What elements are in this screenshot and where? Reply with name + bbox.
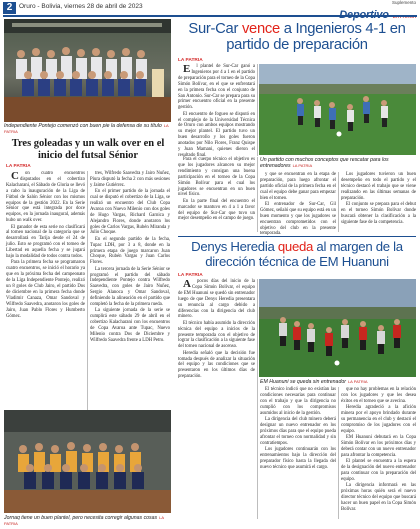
surcar-photo-caption xyxy=(260,157,416,169)
paragraph: El técnico había asumido la dirección técnica del equipo a inicios de la presente temporada con el objetivo de lograr la clasificación a la siguiente fase del torneo nacional de ascenso. xyxy=(178,320,255,350)
page-number: 2 xyxy=(3,2,16,14)
paragraph: Apocos días del inicio de la Copa Simón Bolívar, el equipo de EM Huanuni se quedó sin entrenador luego de que Denys Heredia presentara su renuncia al cargo debido a diferencias con la dirigencia del club minero. xyxy=(178,278,255,320)
heredia-col1 xyxy=(178,279,255,519)
surcar-col3 xyxy=(260,172,336,237)
column-divider xyxy=(257,279,258,519)
paragraph: La dirigencia informará en las próximas horas quién será el nuevo director técnico del equipo que buscará hacer un buen papel en la Copa Simón Bolívar. xyxy=(341,483,416,512)
paragraph: Los jugadores continuarán con los entrenamientos bajo la dirección del preparador físico hasta la llegada del nuevo técnico que asumirá el cargo. xyxy=(260,446,336,470)
headline-highlight: queda xyxy=(277,239,314,254)
caption-text: EM Huanuni se queda sin entrenador xyxy=(260,379,346,385)
futsal-photo-caption xyxy=(4,123,171,135)
surcar-headline xyxy=(178,21,416,53)
paragraph: En la parte final del encuentro el marcador se mantuvo en 4 a 1 a favor del equipo de Sur-Car que tuvo un mejor desempeño en el campo de juego. xyxy=(178,198,255,222)
futsal-headline: Tres goleadas y un walk over en el inicio del futsal Sénior xyxy=(11,138,165,161)
dateline: Oruro - Bolivia, viernes 28 de abril de 2023 xyxy=(19,3,143,10)
paragraph: EM Huanuni debutará en la Copa Simón Bolívar en los próximos días y deberá contar con un nuevo entrenador para afrontar la competencia. xyxy=(341,435,416,458)
page-header xyxy=(0,0,420,16)
headline-highlight: vence xyxy=(241,21,280,37)
paragraph: En el segundo partido de la fecha, Tupac LDH, por 3 a 8, donde en la primera etapa de juego marcaron Juan Choque, Rubén Vargas y Juan Carlos Flores. xyxy=(90,236,170,266)
paragraph: La tercera jornada de la Serie Sénior se programó el partido del sábado Independiente Pontejo contra Wilfredo Saavedra, con goles de Jairo Nuñez, Sergio Alanoca y Omar Sandoval, definiendo la alineación en el partido que completó la fecha de la primera rueda. xyxy=(90,266,170,308)
caption-text: Un partido con muchos conceptos que rescatar para los entrenadores xyxy=(260,157,389,170)
photo-credit: LA PATRIA xyxy=(4,123,169,135)
paragraph: El entrenador de Sur-Car, Gil Gómez, señaló que su equipo está en un buen momento y que los jugadores se encuentran comprometidos con el objetivo del club en la presente temporada. xyxy=(260,201,336,237)
surcar-col2-text xyxy=(178,157,255,232)
heredia-col3 xyxy=(341,387,416,519)
caption-text: Jornaq tiene un buen plantel, pero necesita corregir algunas cosas xyxy=(4,515,158,521)
surcar-col1 xyxy=(178,64,255,156)
paragraph: tres, Wilfredo Saavedra y Jairo Nuñez, Piura disputó la fecha 2 con más sesiones y Jaime Gutiérrez. xyxy=(90,171,170,188)
paragraph: y que se encuentran en la etapa de preparación, para luego afrontar el partido oficial de la primera fecha en el cual el equipo debe ganar para empezar bien el torneo. xyxy=(260,172,336,201)
paragraph: El plantel se encuentra a la espera de la designación del nuevo entrenador para continuar con la preparación del equipo. xyxy=(341,459,416,482)
paragraph: El conjunto se prepara para el debut en el torneo Simón Bolívar donde buscará obtener la clasificación a la siguiente fase de la competencia. xyxy=(341,201,416,225)
caption-text: Independiente Pontejo comenzó con buen pie la defensa de su título xyxy=(4,123,162,129)
paragraph: La siguiente jornada de la serie se cumplirá este sábado 29 de abril en el cobertizo Kalacharani con los encuentros de Copa Avaroa ante Tupac, Nuevo Milenio contra Dos de Diciembre y Wilfredo Saavedra frente a LDH Petro. xyxy=(90,308,170,343)
section-masthead xyxy=(339,1,416,22)
paragraph: La dirigencia del club minero deberá designar un nuevo entrenador en los próximos días para que el equipo pueda afrontar el torneo con normalidad y sin contratiempos. xyxy=(260,416,336,446)
paragraph: que no hay problemas en la relación con los jugadores y que les desea éxitos en el torneo que se avecina. xyxy=(341,387,416,404)
paragraph: Heredia agradeció a la afición minera por el apoyo brindado durante su permanencia en el club y destacó el compromiso de los jugadores con el equipo. xyxy=(341,405,416,434)
column-divider xyxy=(257,64,258,156)
em-huanuni-photo xyxy=(259,279,416,377)
story-divider xyxy=(178,236,416,237)
heredia-section-tag: LA PATRIA xyxy=(178,273,203,278)
headline-part: Denys Heredia xyxy=(191,239,278,254)
paragraph: En el primer partido de la jornada el cual se disputó el cobertizo de la Liga, se realizó un encuentro del Club Copa Avaroa con Nuevo Milenio con dos goles de Hugo Vargas, Richard Garnica y Alejandro Flores, donde anotaron los goles de Carlos Vargas, Rubén Miranda y Julio Choque. xyxy=(90,189,170,236)
headline-part: Sur-Car xyxy=(188,21,242,37)
paragraph: El ganador de esta serie no clasificará al torneo nacional de la categoría que se desarrollará en Tarija desde el 24 de julio. Esto se programó con el torneo de Libertad en aquella fecha y se jugará bajo la modalidad de todos contra todos. xyxy=(6,224,85,260)
heredia-headline xyxy=(178,240,416,269)
em-huanuni-caption xyxy=(260,379,416,385)
masthead-sup: Suplemento xyxy=(391,0,416,5)
paragraph: Los jugadores tuvieron un buen desempeño en todo el partido y el técnico destacó el trabajo que se viene realizando en las últimas semanas de preparación. xyxy=(341,172,416,201)
surcar-section-tag: LA PATRIA xyxy=(178,58,203,63)
paragraph: Para el cuerpo técnico el objetivo es que los jugadores alcancen su mejor rendimiento y consigan una buena participación en el torneo de la Copa Simón Bolívar para el cual los jugadores se encuentran en un buen nivel físico. xyxy=(178,157,255,198)
column-divider xyxy=(257,157,258,232)
surcar-match-photo xyxy=(259,64,416,155)
jornaq-team-photo xyxy=(4,410,171,513)
futsal-section-tag: LA PATRIA xyxy=(6,164,31,169)
paragraph: El plantel de Sur-Car ganó a Ingenieros por 4 a 1 en el partido de preparación para el torneo de la Copa Simón Bolívar, en el que se enfrentará en la primera fecha con el conjunto de San Antonio. Sur-Car se prepara para su primer encuentro oficial en la presente gestión. xyxy=(178,63,255,111)
surcar-col4 xyxy=(341,172,416,232)
column-divider xyxy=(338,387,339,519)
photo-credit: LA PATRIA xyxy=(347,379,368,384)
futsal-team-photo xyxy=(4,19,171,122)
paragraph: El encuentro de fogueo se disputó en el complejo de la Universidad Técnica de Oruro con ambos equipos mostrando su mejor plantel. El partido tuvo un buen desarrollo y los goles fueron anotados por Nilo Flores, Franz Quispe y Juan Mamani, quienes dieron el resultado final. xyxy=(178,111,255,158)
photo-credit: LA PATRIA xyxy=(292,163,313,169)
jornaq-photo-caption xyxy=(4,515,171,527)
headline-part: a Ingenieros 4-1 en partido de preparación xyxy=(226,21,406,53)
header-rule xyxy=(3,15,417,17)
headline-part: al margen de la dirección técnica de EM Huanuni xyxy=(205,239,403,269)
paragraph: El técnico indicó que no existían las condiciones necesarias para continuar con el trabajo y que la dirigencia no cumplió con los compromisos asumidos al inicio de la gestión. xyxy=(260,387,336,416)
photo-credit: LA PATRIA xyxy=(4,515,164,527)
heredia-col2-text xyxy=(260,387,336,519)
paragraph: Para la primera fecha se programaron cuatro encuentros, se inició el horario ya que en la próxima fecha del campeonato de la Liga Independiente Pontejo, realizó un 8 goles de Club Jairo, el partido Dos de diciembre en la primera fecha donde Vladimir Canaza, Omar Sandoval y Wilfredo Saavedra, anotaron los goles de Jairo, Juan Pablo Flores y Humberto Gómez. xyxy=(6,260,85,319)
column-divider xyxy=(338,172,339,232)
paragraph: Con cuatro encuentros disputados en el cobertizo Kalacharani, el Sábado de Gloria se llevó a cabo la inauguración de la Liga de Fútbol de Salón Sénior con los mismos equipos de la gestión 2022. En la Serie Sénior que está integrada por doce equipos, en la jornada inaugural, además hubo un walk over. xyxy=(6,170,85,224)
paragraph: Heredia señaló que la decisión fue tomada después de analizar la situación del equipo y las condiciones que se presentaron en los últimos días de preparación. xyxy=(178,350,255,380)
